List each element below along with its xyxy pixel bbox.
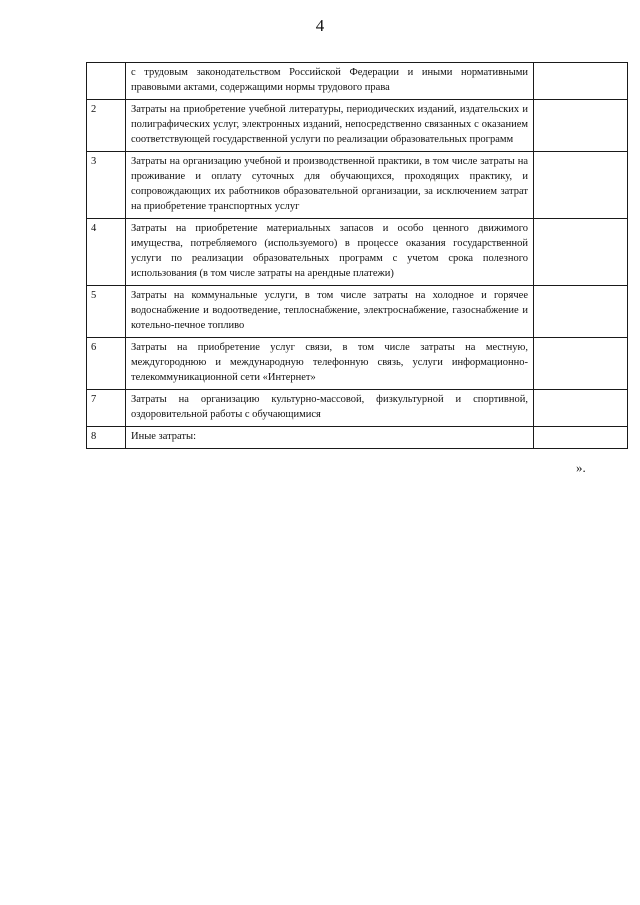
amount-cell: [534, 152, 628, 219]
row-number-cell: 6: [87, 338, 126, 390]
row-number-cell: [87, 63, 126, 100]
amount-cell: [534, 286, 628, 338]
table-row: [87, 152, 628, 219]
table-row: [87, 63, 628, 100]
amount-cell: [534, 338, 628, 390]
amount-cell: [534, 427, 628, 449]
cost-description-cell: с трудовым законодательством Российской Федерации и иными нормативными правовыми актами, содержащими нормы трудового права: [126, 63, 534, 100]
cost-table: [86, 62, 628, 449]
amount-cell: [534, 390, 628, 427]
cost-description-cell: Иные затраты:: [126, 427, 534, 449]
table-row: [87, 390, 628, 427]
table-row: [87, 100, 628, 152]
row-number-cell: 2: [87, 100, 126, 152]
cost-description-cell: Затраты на приобретение услуг связи, в том числе затраты на местную, междугороднюю и международную телефонную связь, услуги информационно-телекоммуникационной сети «Интернет»: [126, 338, 534, 390]
table-row: [87, 338, 628, 390]
amount-cell: [534, 63, 628, 100]
cost-description-cell: Затраты на организацию культурно-массовой, физкультурной и спортивной, оздоровительной работы с обучающимися: [126, 390, 534, 427]
cost-description-cell: Затраты на приобретение материальных запасов и особо ценного движимого имущества, потребляемого (используемого) в процессе оказания государственной услуги по реализации образовательных программ с учетом срока полезного использования (в том числе затраты на арендные платежи): [126, 219, 534, 286]
cost-description-cell: Затраты на коммунальные услуги, в том числе затраты на холодное и горячее водоснабжение и водоотведение, теплоснабжение, электроснабжение, газоснабжение и котельно-печное топливо: [126, 286, 534, 338]
table-row: [87, 427, 628, 449]
amount-cell: [534, 219, 628, 286]
page-number: 4: [315, 16, 325, 35]
table-row: [87, 219, 628, 286]
row-number-cell: 7: [87, 390, 126, 427]
cost-description-cell: Затраты на приобретение учебной литературы, периодических изданий, издательских и полиграфических услуг, электронных изданий, непосредственно связанных с оказанием соответствующей государственной услуги по реализации образовательных программ: [126, 100, 534, 152]
row-number-cell: 5: [87, 286, 126, 338]
cost-description-cell: Затраты на организацию учебной и производственной практики, в том числе затраты на проживание и оплату суточных для обучающихся, проходящих практику, и сопровождающих их работников образовательной организации, за исключением затрат на приобретение транспортных услуг: [126, 152, 534, 219]
row-number-cell: 4: [87, 219, 126, 286]
row-number-cell: 3: [87, 152, 126, 219]
closing-quote-mark: ».: [576, 460, 586, 475]
table-row: [87, 286, 628, 338]
row-number-cell: 8: [87, 427, 126, 449]
amount-cell: [534, 100, 628, 152]
